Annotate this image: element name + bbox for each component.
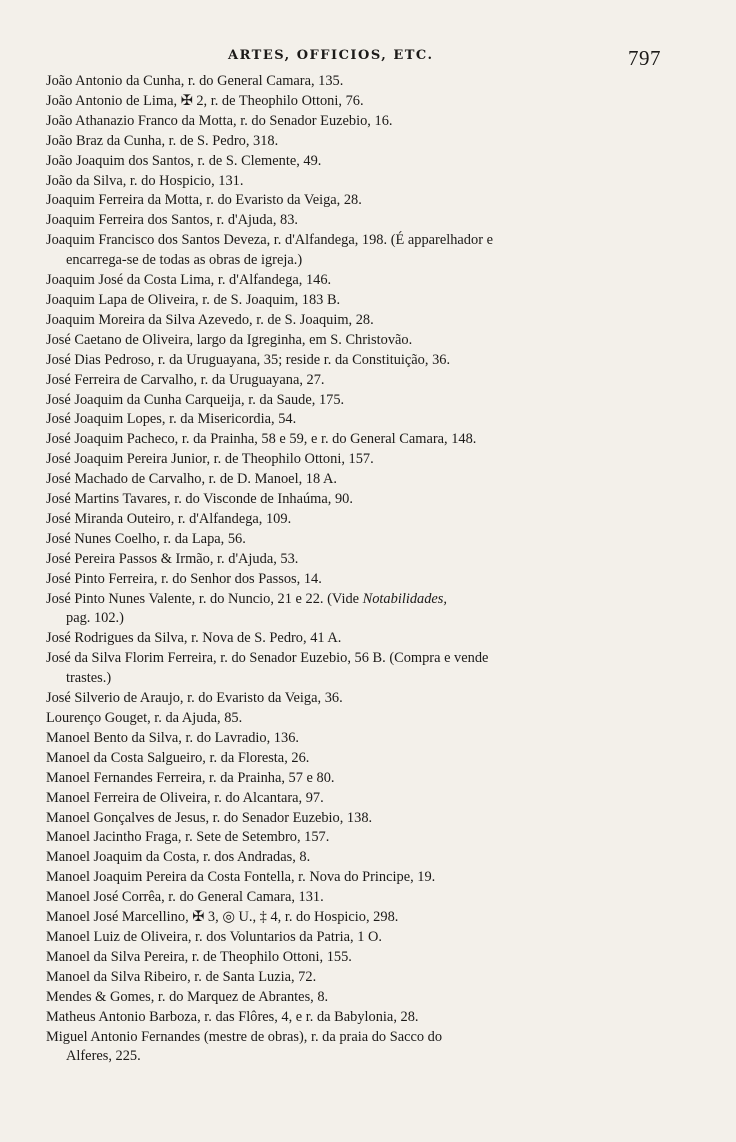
entry-text: Manoel da Costa Salgueiro, r. da Floresta, 26.	[46, 749, 310, 766]
entry-text: José Dias Pedroso, r. da Uruguayana, 35; reside r. da Constituição, 36.	[46, 351, 451, 368]
entry-continuation: encarrega-se de todas as obras de igreja.)	[66, 252, 303, 269]
entry-text: João Braz da Cunha, r. de S. Pedro, 318.	[46, 132, 279, 149]
entry-text: Manoel Joaquim da Costa, r. dos Andradas, 8.	[46, 849, 311, 866]
directory-entry	[46, 172, 696, 192]
directory-entry	[46, 490, 696, 510]
directory-entry	[46, 470, 696, 490]
entry-text: José Joaquim Lopes, r. da Misericordia, 54.	[46, 411, 297, 428]
directory-entry	[46, 311, 696, 331]
entry-text: Joaquim Francisco dos Santos Deveza, r. d'Alfandega, 198. (É apparelhador e	[46, 232, 493, 249]
running-head	[0, 48, 736, 68]
directory-entry	[46, 1028, 696, 1068]
directory-entry	[46, 590, 696, 630]
entry-text: Lourenço Gouget, r. da Ajuda, 85.	[46, 710, 243, 726]
entry-text: João Athanazio Franco da Motta, r. do Senador Euzebio, 16.	[46, 112, 393, 129]
directory-entry	[46, 809, 696, 829]
entry-text: Mendes & Gomes, r. do Marquez de Abrantes, 8.	[46, 988, 329, 1005]
directory-entry	[46, 689, 696, 709]
directory-entry	[46, 968, 696, 988]
directory-entry	[46, 988, 696, 1008]
directory-entry	[46, 888, 696, 908]
entry-text: Manoel José Marcellino, ✠ 3, ◎ U., ‡ 4, r. do Hospicio, 298.	[46, 909, 399, 926]
directory-entry	[46, 371, 696, 391]
directory-entry	[46, 570, 696, 590]
directory-entry	[46, 331, 696, 351]
entry-text: Manoel da Silva Pereira, r. de Theophilo Ottoni, 155.	[46, 948, 352, 965]
directory-entry	[46, 92, 696, 112]
entry-text: João da Silva, r. do Hospicio, 131.	[46, 172, 244, 189]
directory-entry	[46, 789, 696, 809]
entry-text: José Joaquim Pereira Junior, r. de Theophilo Ottoni, 157.	[46, 451, 374, 468]
directory-entry	[46, 649, 696, 689]
directory-entry	[46, 848, 696, 868]
entry-text: Manoel José Corrêa, r. do General Camara, 131.	[46, 889, 324, 906]
directory-entry	[46, 231, 696, 271]
entry-text: José Caetano de Oliveira, largo da Igreginha, em S. Christovão.	[46, 331, 413, 348]
directory-entry	[46, 928, 696, 948]
directory-entry	[46, 948, 696, 968]
entry-continuation: trastes.)	[66, 670, 112, 687]
entry-text: Joaquim José da Costa Lima, r. d'Alfandega, 146.	[46, 272, 332, 289]
directory-entry	[46, 868, 696, 888]
entry-text: José Joaquim da Cunha Carqueija, r. da Saude, 175.	[46, 391, 345, 408]
entry-text: Manoel Gonçalves de Jesus, r. do Senador Euzebio, 138.	[46, 809, 373, 826]
entry-text: Manoel Joaquim Pereira da Costa Fontella, r. Nova do Principe, 19.	[46, 869, 436, 886]
entry-text: Miguel Antonio Fernandes (mestre de obras), r. da praia do Sacco do	[46, 1028, 443, 1045]
directory-entry	[46, 709, 696, 729]
entry-text: Manoel Bento da Silva, r. do Lavradio, 136.	[46, 729, 299, 746]
entry-text: José Miranda Outeiro, r. d'Alfandega, 109.	[46, 510, 292, 527]
directory-entry	[46, 769, 696, 789]
entry-text: José Rodrigues da Silva, r. Nova de S. Pedro, 41 A.	[46, 630, 342, 647]
entry-text: José da Silva Florim Ferreira, r. do Senador Euzebio, 56 B. (Compra e vende	[46, 650, 489, 667]
directory-entry	[46, 1008, 696, 1028]
entry-text: Manoel Ferreira de Oliveira, r. do Alcantara, 97.	[46, 789, 324, 806]
directory-entry	[46, 191, 696, 211]
directory-entry	[46, 510, 696, 530]
entry-text: Matheus Antonio Barboza, r. das Flôres, 4, e r. da Babylonia, 28.	[46, 1008, 419, 1025]
section-title: ARTES, OFFICIOS, ETC.	[228, 48, 434, 63]
entry-text: Manoel Fernandes Ferreira, r. da Prainha, 57 e 80.	[46, 769, 335, 786]
entry-text: Joaquim Ferreira dos Santos, r. d'Ajuda, 83.	[46, 212, 298, 229]
entry-text: José Pinto Nunes Valente, r. do Nuncio, 21 e 22. (Vide	[46, 590, 360, 607]
directory-entry	[46, 271, 696, 291]
entry-text: Manoel Luiz de Oliveira, r. dos Voluntarios da Patria, 1 O.	[46, 928, 382, 945]
directory-entry	[46, 629, 696, 649]
directory-entry	[46, 729, 696, 749]
entry-text: João Antonio de Lima, ✠ 2, r. de Theophilo Ottoni, 76.	[46, 92, 364, 109]
directory-entry-list	[46, 72, 696, 1067]
directory-entry	[46, 211, 696, 231]
entry-text: João Joaquim dos Santos, r. de S. Clemente, 49.	[46, 152, 322, 169]
directory-entry	[46, 828, 696, 848]
directory-entry	[46, 908, 696, 928]
directory-entry	[46, 430, 696, 450]
directory-entry	[46, 72, 696, 92]
entry-continuation: pag. 102.)	[66, 610, 124, 627]
entry-text: Joaquim Moreira da Silva Azevedo, r. de S. Joaquim, 28.	[46, 311, 374, 328]
entry-text: José Pereira Passos & Irmão, r. d'Ajuda, 53.	[46, 550, 299, 567]
entry-text: José Pinto Ferreira, r. do Senhor dos Passos, 14.	[46, 570, 322, 587]
directory-entry	[46, 391, 696, 411]
directory-entry	[46, 291, 696, 311]
directory-entry	[46, 749, 696, 769]
directory-entry	[46, 410, 696, 430]
directory-entry	[46, 152, 696, 172]
entry-text: Joaquim Ferreira da Motta, r. do Evaristo da Veiga, 28.	[46, 192, 362, 209]
entry-italic-reference: Notabilidades,	[362, 590, 447, 607]
entry-text: José Nunes Coelho, r. da Lapa, 56.	[46, 530, 246, 547]
directory-entry	[46, 132, 696, 152]
directory-entry	[46, 351, 696, 371]
entry-text: Manoel da Silva Ribeiro, r. de Santa Luzia, 72.	[46, 968, 317, 985]
directory-entry	[46, 550, 696, 570]
entry-text: Joaquim Lapa de Oliveira, r. de S. Joaquim, 183 B.	[46, 291, 341, 308]
entry-text: Manoel Jacintho Fraga, r. Sete de Setembro, 157.	[46, 829, 330, 846]
entry-text: José Machado de Carvalho, r. de D. Manoel, 18 A.	[46, 471, 337, 488]
directory-entry	[46, 112, 696, 132]
entry-text: José Martins Tavares, r. do Visconde de Inhaúma, 90.	[46, 491, 353, 508]
entry-text: José Joaquim Pacheco, r. da Prainha, 58 e 59, e r. do General Camara, 148.	[46, 431, 477, 448]
entry-continuation: Alferes, 225.	[66, 1048, 141, 1065]
page-number: 797	[628, 46, 661, 70]
entry-text: José Ferreira de Carvalho, r. da Uruguayana, 27.	[46, 371, 325, 388]
entry-text: José Silverio de Araujo, r. do Evaristo da Veiga, 36.	[46, 690, 343, 707]
directory-entry	[46, 530, 696, 550]
directory-entry	[46, 450, 696, 470]
entry-text: João Antonio da Cunha, r. do General Camara, 135.	[46, 73, 344, 89]
